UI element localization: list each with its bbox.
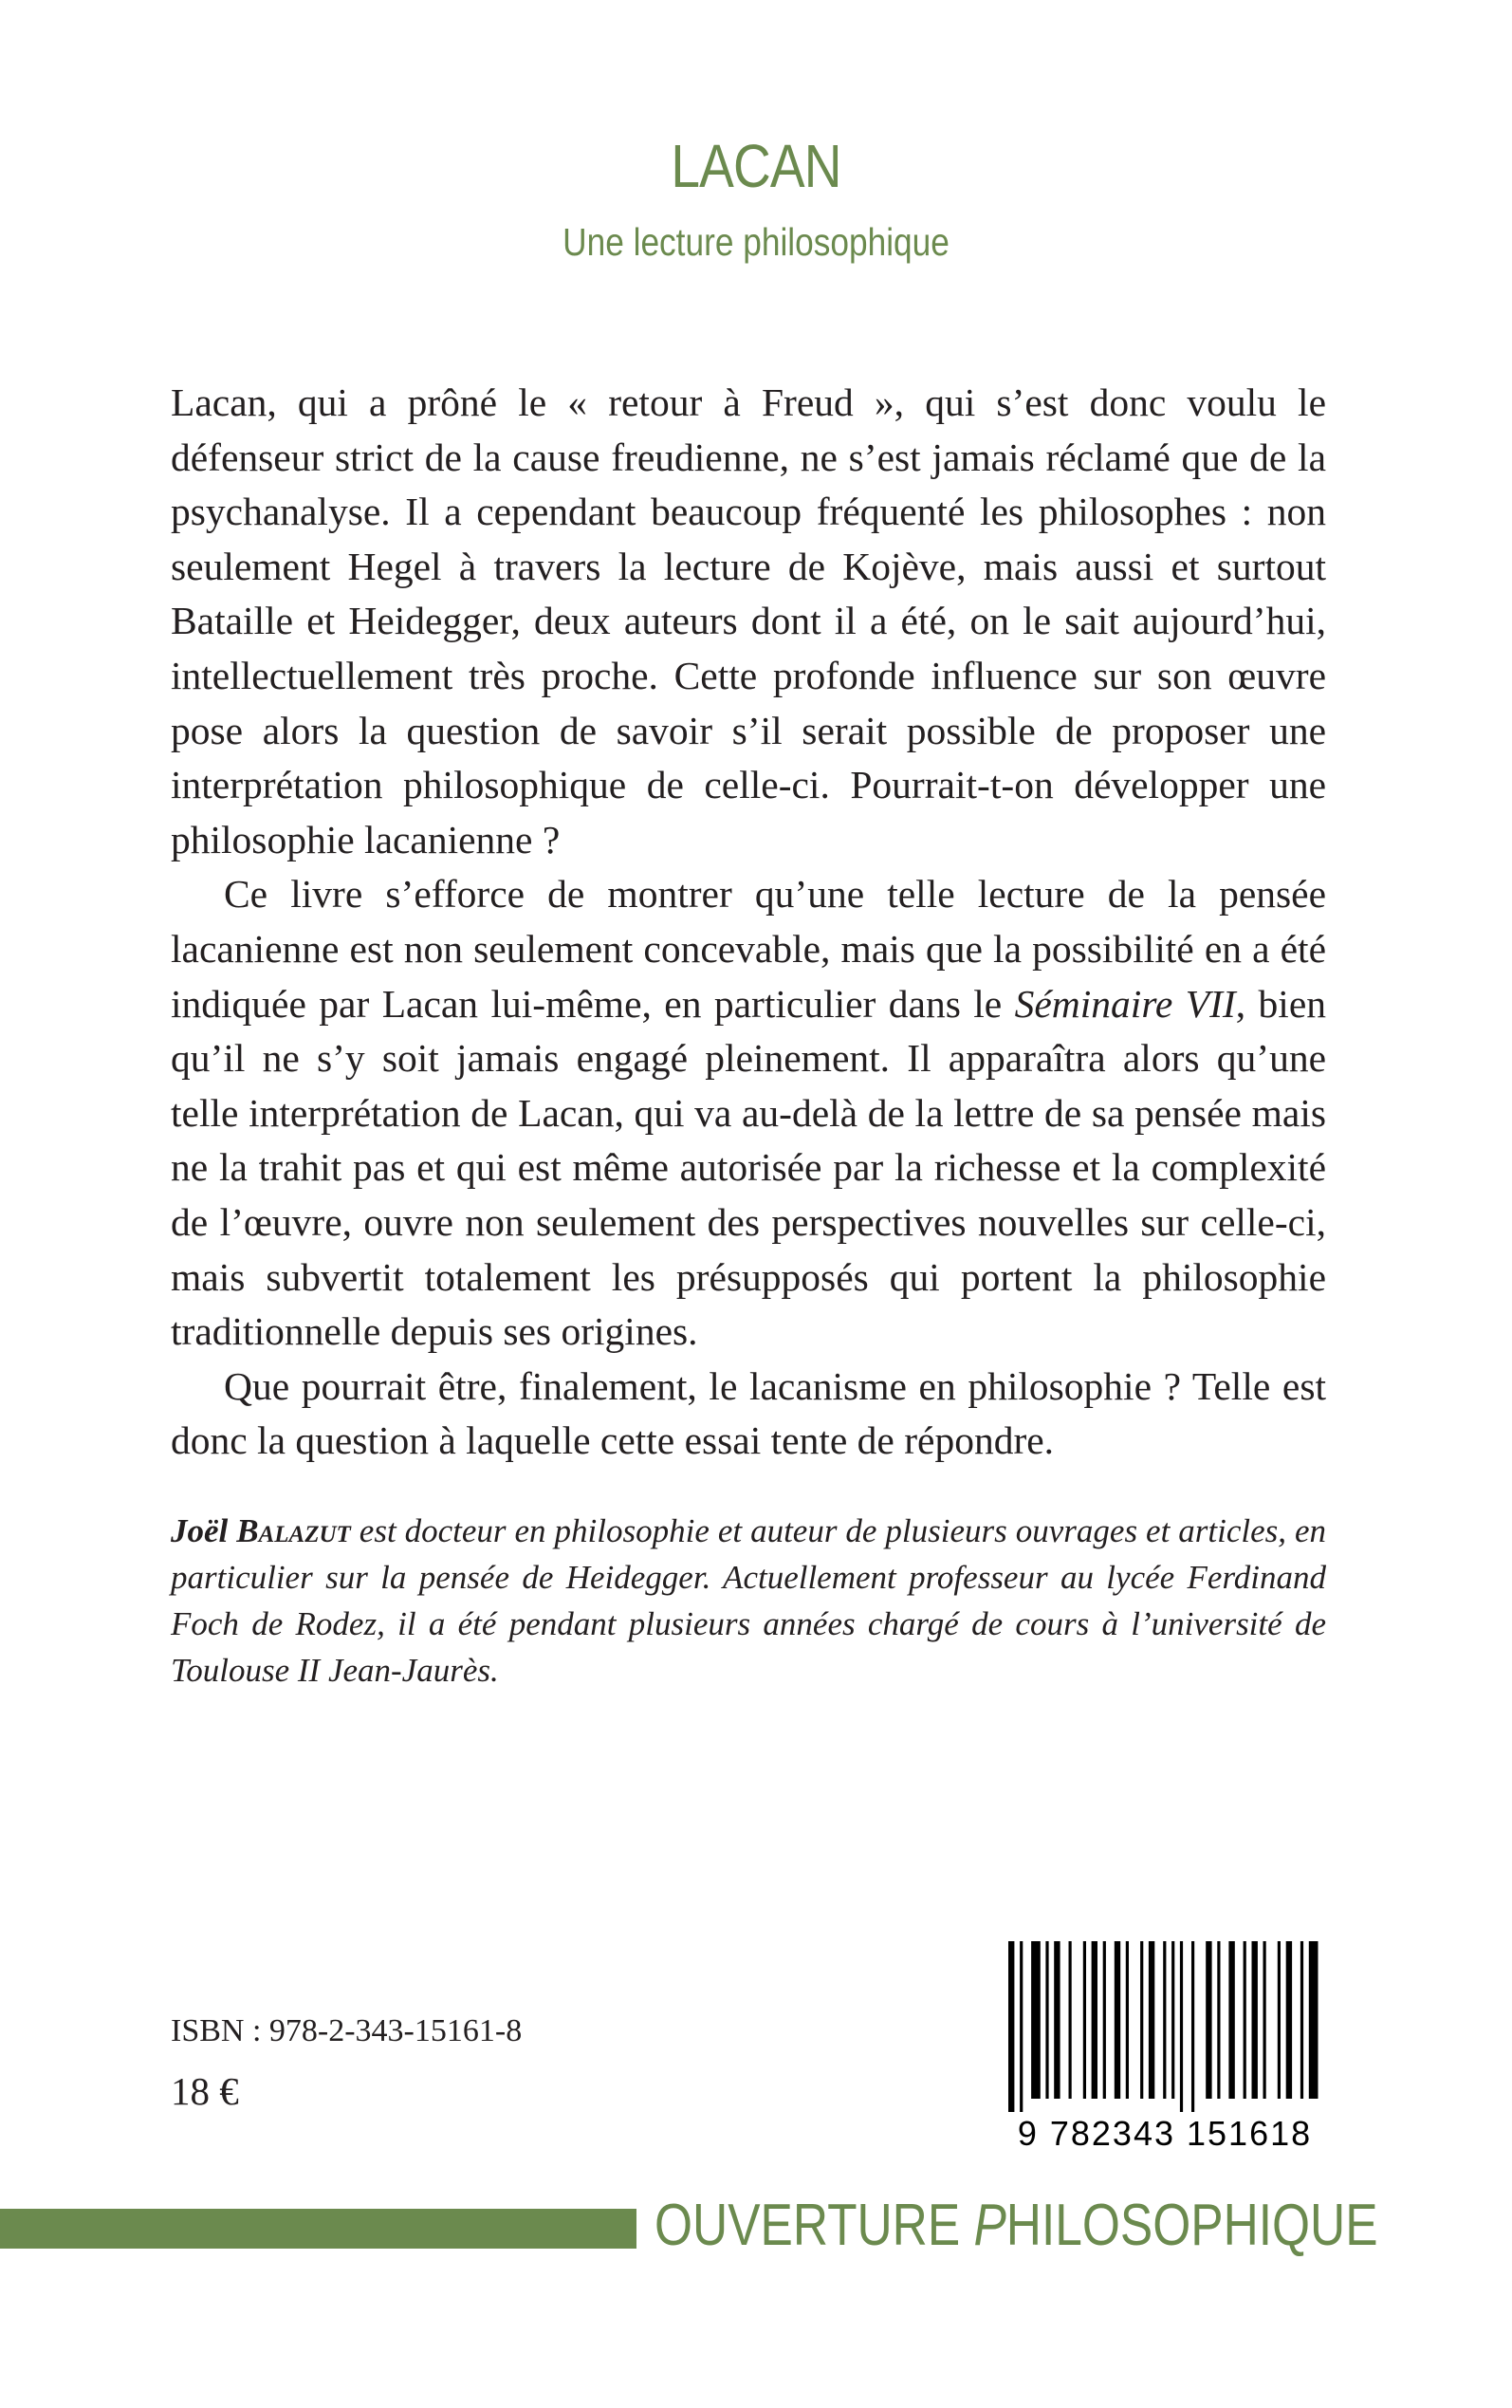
barcode-bar (1278, 1941, 1281, 2099)
barcode-bar (1163, 1941, 1166, 2099)
barcode-bar (1008, 1941, 1014, 2112)
isbn: ISBN : 978-2-343-15161-8 (171, 2013, 523, 2048)
blurb (171, 376, 1326, 1469)
barcode-bar (1309, 1941, 1318, 2099)
blurb-paragraph-2-start: Ce livre s’efforce de montrer qu’une telle lecture de la pensée lacanienne est non seulement concevable, mais que la possibilité en a été indiquée par Lacan lui-même, en particulier dans le (171, 872, 1326, 1026)
collection-part-3: HILOSOPHIQUE (1005, 2193, 1378, 2258)
barcode-bar (1228, 1941, 1234, 2099)
barcode-bar (1069, 1941, 1072, 2099)
barcode-digits: 9 782343 151618 (1017, 2114, 1313, 2153)
blurb-paragraph-2-end: , bien qu’il ne s’y soit jamais engagé pleinement. Il apparaîtra alors qu’une telle interprétation de Lacan, qui va au-delà de la lettre de sa pensée mais ne la trahit pas et qui est même autorisée par la richesse et la complexité de l’œuvre, ouvre non seulement des perspectives nouvelles sur celle-ci, mais subvertit totalement les présupposés qui portent la philosophie traditionnelle depuis ses origines. (171, 981, 1326, 1354)
seminar-title: Séminaire VII (1014, 981, 1236, 1026)
barcode-bar (1300, 1941, 1303, 2099)
barcode-bar (1171, 1941, 1174, 2099)
price: 18 € (171, 2069, 239, 2113)
barcode-bar (1206, 1941, 1211, 2099)
barcode-bar (1020, 1941, 1023, 2112)
barcode-bar (1103, 1941, 1106, 2099)
barcode-bar (1031, 1941, 1041, 2099)
barcode-bar (1244, 1941, 1246, 2099)
barcode-bar (1092, 1941, 1097, 2099)
author-bio (171, 1508, 1326, 1694)
author-first-name: Joël (171, 1512, 229, 1549)
book-subtitle: Une lecture philosophique (562, 220, 950, 264)
collection-part-1: OUVERTURE (655, 2193, 974, 2258)
blurb-paragraph-2 (171, 867, 1326, 1359)
barcode-bar (1252, 1941, 1258, 2099)
barcode-bars (1001, 1941, 1329, 2112)
collection-name (655, 2192, 1378, 2259)
author-bio-text: est docteur en philosophie et auteur de plusieurs ouvrages et articles, en particulier sur la pensée de Heidegger. Actuellement professeur au lycée Ferdinand Foch de Rodez, il a été pendant plusieurs années chargé de cours à l’université de Toulouse II Jean-Jaurès. (171, 1512, 1327, 1689)
barcode-bar (1083, 1941, 1086, 2099)
barcode-bar (1286, 1941, 1292, 2099)
barcode-bar (1149, 1941, 1154, 2099)
barcode-bar (1191, 1941, 1194, 2112)
collection-rule (0, 2209, 636, 2249)
barcode-bar (1115, 1941, 1120, 2099)
barcode (1001, 1941, 1329, 2156)
collection-part-2: P (973, 2193, 1006, 2258)
barcode-bar (1217, 1941, 1220, 2099)
blurb-paragraph-3: Que pourrait être, finalement, le lacanisme en philosophie ? Telle est donc la question à laquelle cette essai tente de répondre. (171, 1363, 1326, 1463)
barcode-bar (1045, 1941, 1048, 2099)
book-title: LACAN (671, 132, 841, 200)
author-last-name: Balazut (236, 1512, 351, 1549)
barcode-bar (1180, 1941, 1183, 2112)
barcode-bar (1054, 1941, 1060, 2099)
blurb-paragraph-1: Lacan, qui a prôné le « retour à Freud », qui s’est donc voulu le défenseur strict de la cause freudienne, ne s’est jamais réclamé que de la psychanalyse. Il a cependant beaucoup fréquenté les philosophes : non seulement Hegel à travers la lecture de Kojève, mais aussi et surtout Bataille et Heidegger, deux auteurs dont il a été, on le sait aujourd’hui, intellectuellement très proche. Cette profonde influence sur son œuvre pose alors la question de savoir s’il serait possible de proposer une interprétation philosophique de celle-ci. Pourrait-t-on développer une philosophie lacanienne ? (171, 380, 1326, 861)
barcode-bar (1140, 1941, 1143, 2099)
barcode-bar (1126, 1941, 1129, 2099)
barcode-bar (1263, 1941, 1266, 2099)
